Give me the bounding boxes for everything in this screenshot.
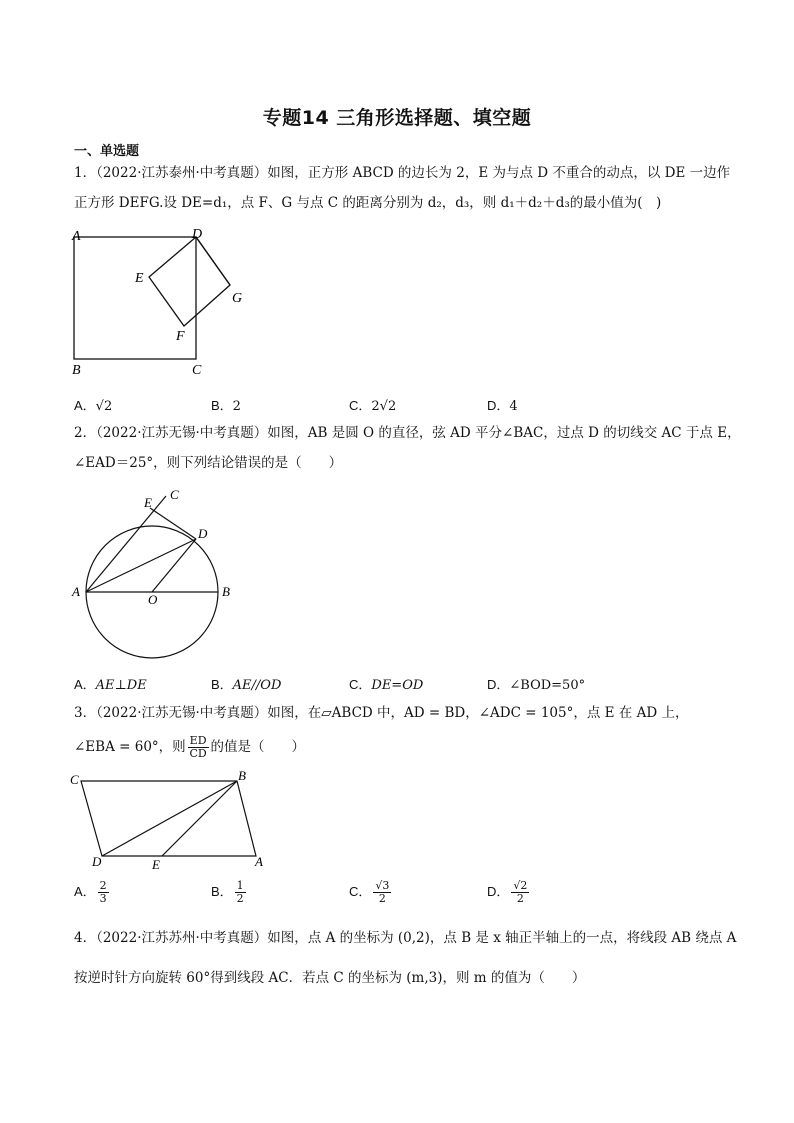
q1-label-d: D bbox=[192, 227, 203, 242]
q3-option-a: A． $\frac{2}{3}$ bbox=[74, 879, 107, 905]
q3-option-b: B． $\frac{1}{2}$ bbox=[211, 879, 244, 905]
q3-label-c: C bbox=[70, 772, 79, 787]
q2-figure bbox=[64, 486, 244, 666]
q1-option-b: B．2 bbox=[211, 398, 241, 414]
q3-option-c: C． $\frac{√3}{2}$ bbox=[349, 879, 390, 905]
q2-option-b: B．AE//OD bbox=[211, 677, 282, 693]
q2-option-d: D．∠BOD=50° bbox=[487, 677, 586, 693]
q1-label-f: F bbox=[176, 329, 185, 344]
q3-label-d: D bbox=[92, 854, 102, 869]
q1-text-line2: 正方形 DEFG.设 DE=d₁，点 F、G 与点 C 的距离分别为 d₂，d₃，则 d₁＋d₂＋d₃的最小值为( ) bbox=[74, 195, 662, 211]
q4-text-line1: 4．（2022·江苏苏州·中考真题）如图，点 A 的坐标为 (0,2)，点 B 是 x 轴正半轴上的一点，将线段 AB 绕点 A bbox=[74, 930, 737, 946]
q4-text-line2: 按逆时针方向旋转 60°得到线段 AC．若点 C 的坐标为 (m,3)，则 m 的值为（ ） bbox=[74, 970, 586, 986]
q1-square-defg bbox=[149, 237, 230, 326]
q3-diagonal-bd bbox=[102, 781, 237, 856]
q3-option-d: D． $\frac{√2}{2}$ bbox=[487, 879, 528, 905]
page-title: 专题14 三角形选择题、填空题 bbox=[262, 107, 532, 129]
q2-label-c: C bbox=[170, 487, 179, 502]
q1-figure bbox=[64, 222, 254, 382]
q1-label-b: B bbox=[72, 363, 81, 378]
q2-text-line2: ∠EAD＝25°，则下列结论错误的是（ ） bbox=[74, 455, 343, 471]
section-heading: 一、单选题 bbox=[74, 144, 140, 159]
q3-fraction: $\frac{ED}{CD}$ bbox=[189, 734, 207, 760]
q1-label-c: C bbox=[192, 363, 202, 378]
q1-side-dg bbox=[196, 237, 230, 285]
q2-label-a: A bbox=[72, 584, 80, 599]
q1-option-d: D．4 bbox=[487, 398, 518, 414]
q1-option-a: A．√2 bbox=[74, 398, 113, 414]
q2-label-b: B bbox=[222, 584, 230, 599]
q1-text-line1: 1．（2022·江苏泰州·中考真题）如图，正方形 ABCD 的边长为 2，E 为与点 D 不重合的动点，以 DE 一边作 bbox=[74, 165, 731, 181]
q2-option-a: A．AE⊥DE bbox=[74, 677, 147, 693]
q3-text-line1: 3．（2022·江苏无锡·中考真题）如图，在▱ABCD 中，AD = BD，∠ADC = 105°，点 E 在 AD 上， bbox=[74, 705, 689, 721]
q2-radius-od bbox=[152, 539, 196, 592]
q3-segment-be bbox=[162, 781, 237, 856]
q1-label-g: G bbox=[232, 291, 243, 306]
q1-label-e: E bbox=[135, 271, 144, 286]
q2-option-c: C．DE=OD bbox=[349, 677, 424, 693]
q2-label-d: D bbox=[198, 526, 208, 541]
q3-label-a: A bbox=[255, 854, 263, 869]
q1-label-a: A bbox=[72, 229, 81, 244]
q3-label-b: B bbox=[238, 768, 246, 783]
q2-text-line1: 2．（2022·江苏无锡·中考真题）如图，AB 是圆 O 的直径，弦 AD 平分∠BAC，过点 D 的切线交 AC 于点 E， bbox=[74, 425, 741, 441]
q1-option-c: C．2√2 bbox=[349, 398, 397, 414]
q3-figure bbox=[64, 768, 274, 874]
q2-tangent-ed bbox=[150, 508, 196, 539]
q2-label-e: E bbox=[144, 495, 152, 510]
q3-label-e: E bbox=[152, 857, 160, 872]
q2-label-o: O bbox=[148, 592, 158, 607]
q3-text-line2: ∠EBA = 60°，则 $\frac{ED}{CD}$ 的值是（ ） bbox=[74, 734, 306, 760]
q2-chord-ad bbox=[86, 539, 196, 592]
